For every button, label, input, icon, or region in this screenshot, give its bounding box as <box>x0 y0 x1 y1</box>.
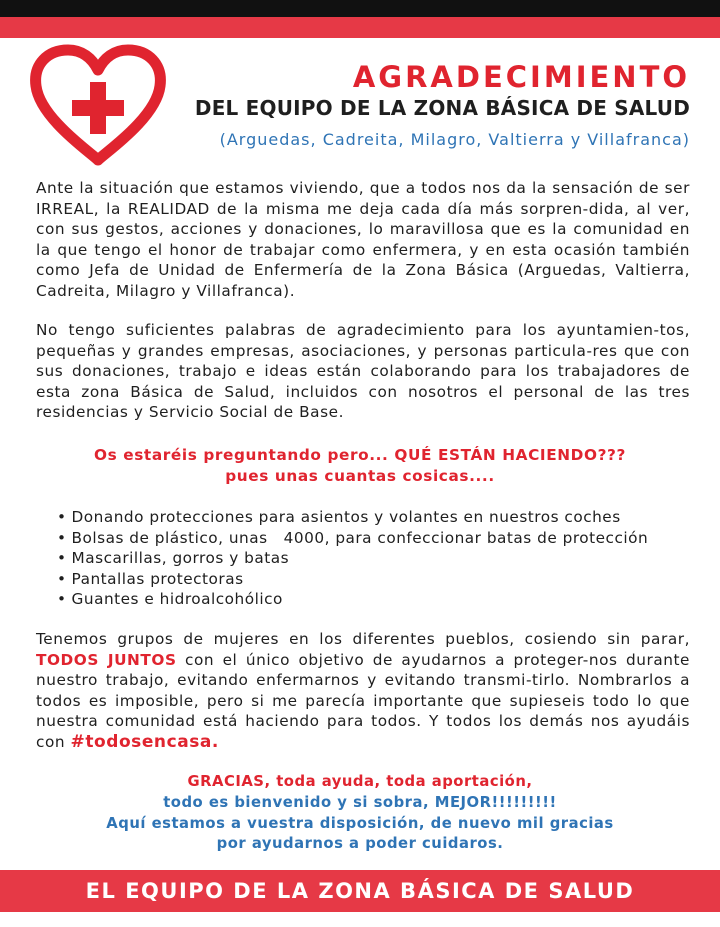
list-item: • Bolsas de plástico, unas 4000, para confeccionar batas de protección <box>57 528 648 549</box>
list-item: • Mascarillas, gorros y batas <box>57 548 648 569</box>
footer-banner: EL EQUIPO DE LA ZONA BÁSICA DE SALUD <box>0 870 720 912</box>
highlight-todos-juntos: TODOS JUNTOS <box>36 650 177 669</box>
thanks-line-4: por ayudarnos a poder cuidaros. <box>216 835 504 853</box>
paragraph-thanks-donors: No tengo suficientes palabras de agradecimiento para los ayuntamien-tos, pequeñas y grandes empresas, asociaciones, y personas particula-res que con sus donaciones, trabajo e ideas están colaborando para los trabajadores de esta zona Básica de Salud, incluidos con nosotros el personal de las tres residencias y Servicio Social de Base. <box>36 321 690 422</box>
thanks-block <box>0 772 720 855</box>
list-item: • Donando protecciones para asientos y volantes en nuestros coches <box>57 507 648 528</box>
thanks-line-2: todo es bienvenido y si sobra, MEJOR!!!!!!!!! <box>163 793 557 811</box>
thanks-line-3: Aquí estamos a vuestra disposición, de nuevo mil gracias <box>106 814 614 832</box>
hashtag: #todosencasa. <box>70 731 219 752</box>
bottom-margin <box>0 912 720 927</box>
list-item: • Guantes e hidroalcohólico <box>57 589 648 610</box>
question-heading <box>0 445 720 486</box>
page-title: AGRADECIMIENTO <box>352 60 690 94</box>
question-line-1: Os estaréis preguntando pero... QUÉ ESTÁN HACIENDO??? <box>94 446 626 464</box>
paragraph-text: Tenemos grupos de mujeres en los diferentes pueblos, cosiendo sin parar, <box>36 630 690 648</box>
donations-list <box>57 507 648 610</box>
page-subtitle: DEL EQUIPO DE LA ZONA BÁSICA DE SALUD <box>194 96 690 120</box>
top-black-bar <box>0 0 720 17</box>
towns-list: (Arguedas, Cadreita, Milagro, Valtierra y Villafranca) <box>219 130 690 149</box>
paragraph-text: con el único objetivo de ayudarnos a proteger-nos durante nuestro trabajo, evitando enfermarnos y evitando transmi-tirlo. Nombrarlos a todos es imposible, pero si me parecía importante que supieseis todo lo que nuestra comunidad está haciendo para todos. Y todos los demás nos ayudáis con <box>36 650 691 751</box>
heart-with-red-cross-icon <box>28 44 168 168</box>
paragraph-sewing-groups <box>36 629 690 753</box>
question-line-2: pues unas cuantas cosicas.... <box>225 466 495 485</box>
paragraph-intro: Ante la situación que estamos viviendo, que a todos nos da la sensación de ser IRREAL, la REALIDAD de la misma me deja cada día más sorpren-dida, al ver, con sus gestos, acciones y donaciones, lo maravillosa que es la comunidad en la que tengo el honor de trabajar como enfermera, y en esta ocasión también como Jefa de Unidad de Enfermería de la Zona Básica (Arguedas, Valtierra, Cadreita, Milagro y Villafranca). <box>36 179 690 300</box>
list-item: • Pantallas protectoras <box>57 569 648 590</box>
thanks-line-1: GRACIAS, toda ayuda, toda aportación, <box>187 773 533 790</box>
top-red-band <box>0 17 720 38</box>
